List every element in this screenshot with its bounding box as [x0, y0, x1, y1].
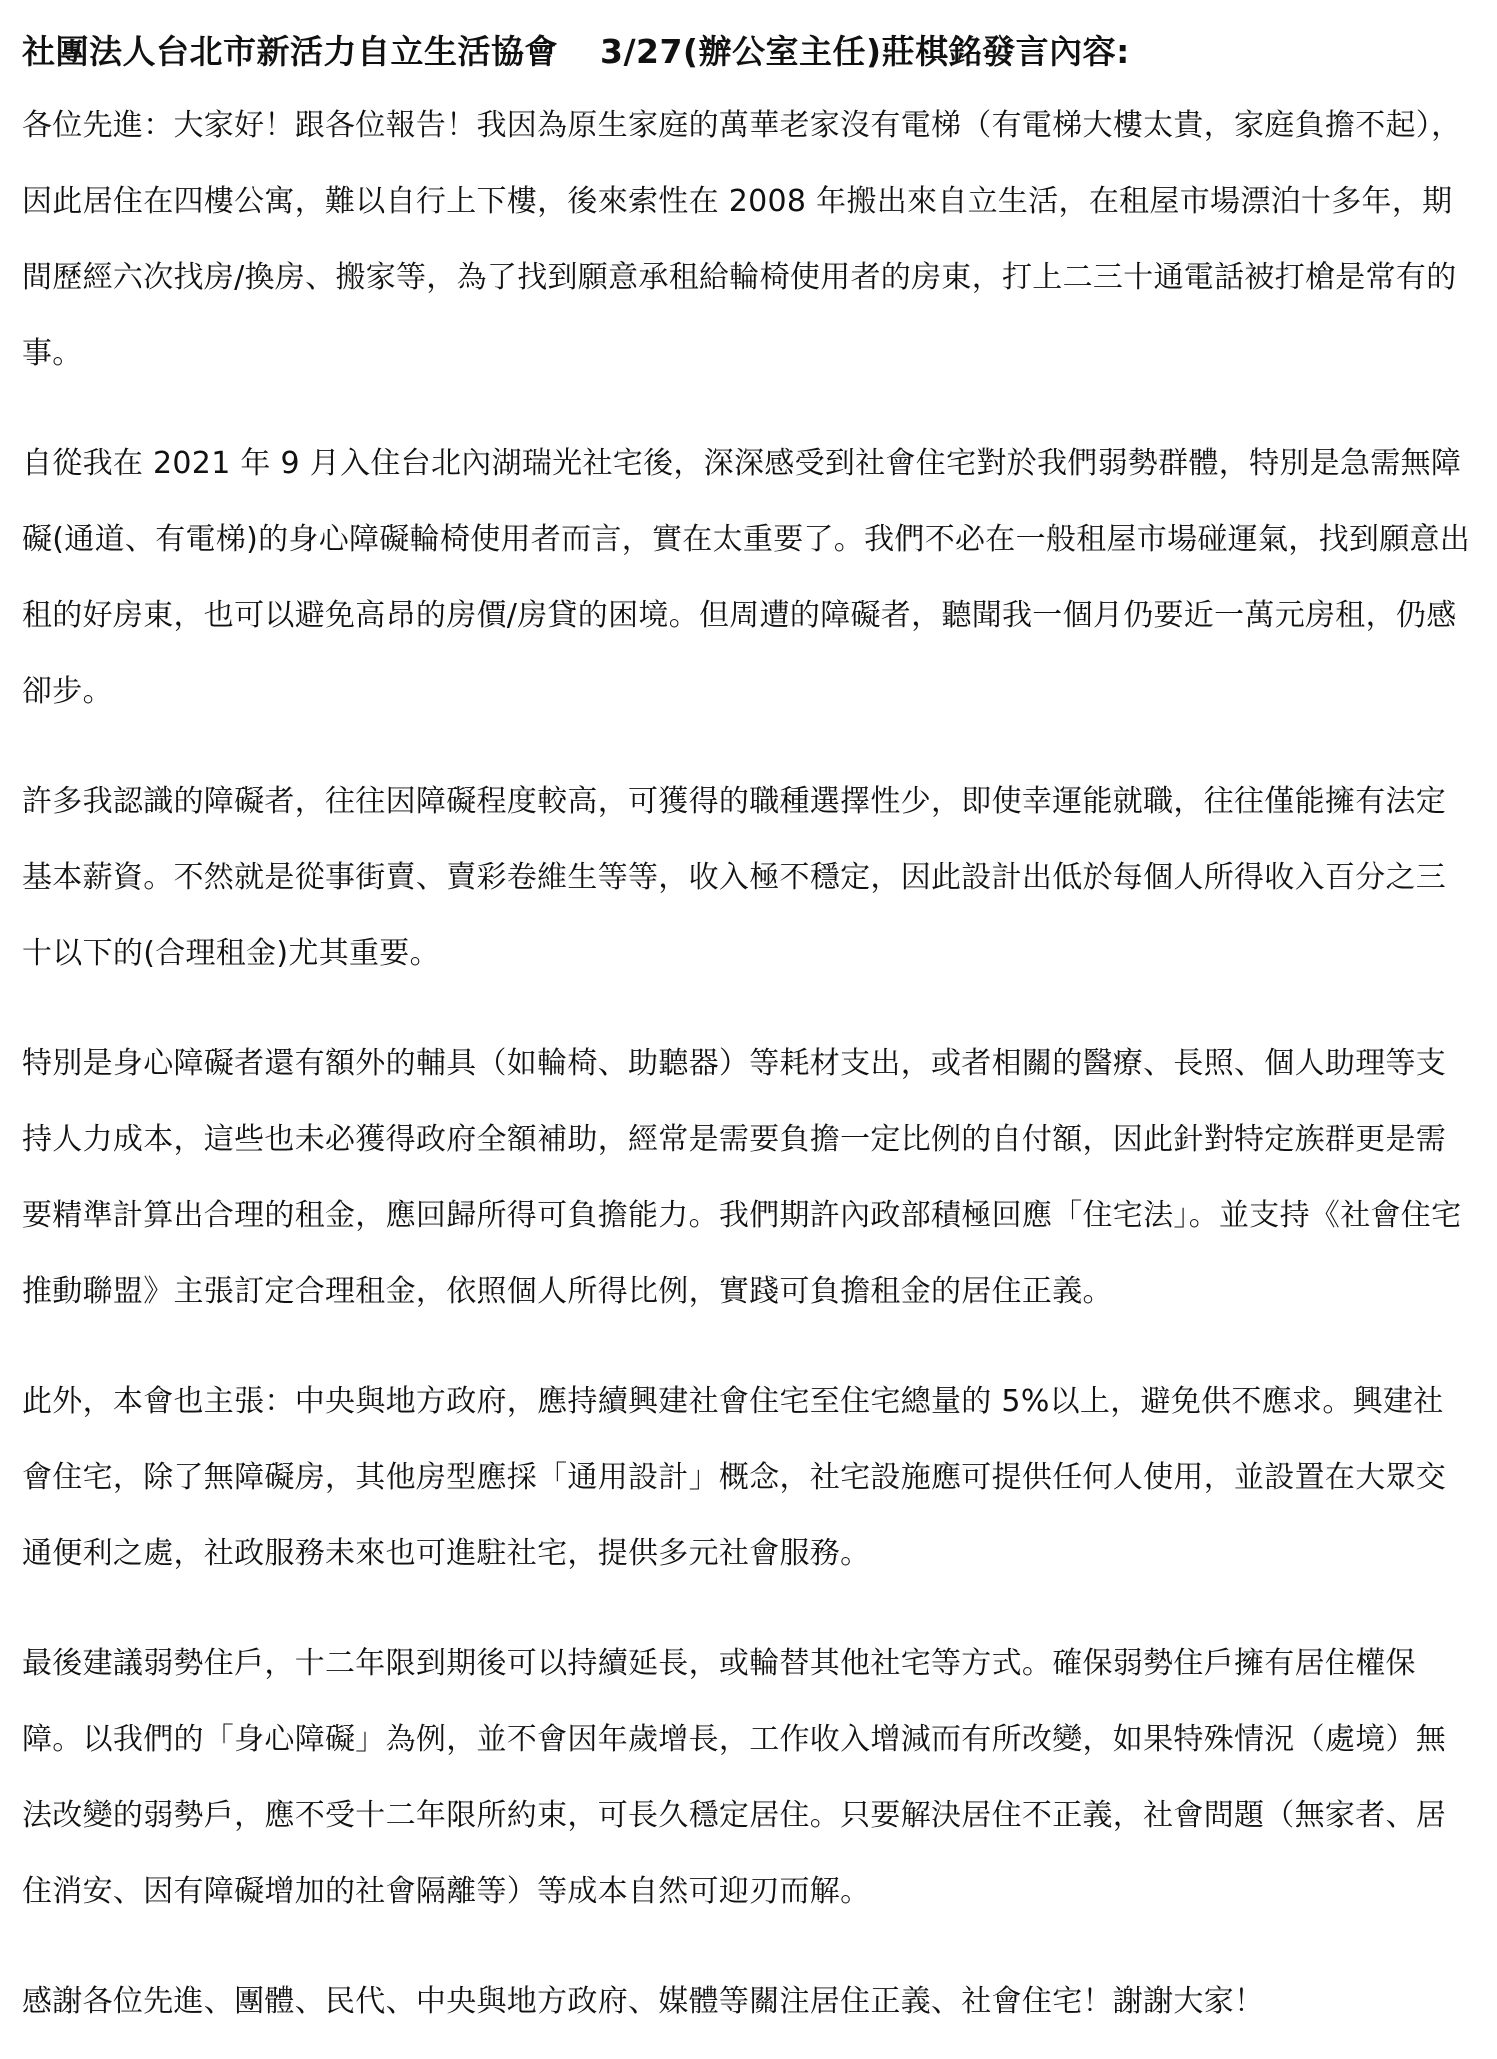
paragraph-introduction: 各位先進：大家好！跟各位報告！我因為原生家庭的萬華老家沒有電梯（有電梯大樓太貴，家庭負擔不起），因此居住在四樓公寓，難以自行上下樓，後來索性在 2008 年搬出來自立生活，在租屋市場漂泊十多年，期間歷經六次找房/換房、搬家等，為了找到願意承租給輪椅使用者的房東，打上二三十通電話被打槍是常有的事。: [22, 108, 1462, 371]
paragraph-policy-proposals: 此外，本會也主張：中央與地方政府，應持續興建社會住宅至住宅總量的 5%以上，避免供不應求。興建社會住宅，除了無障礙房，其他房型應採「通用設計」概念，社宅設施應可提供任何人使用，並設置在大眾交通便利之處，社政服務未來也可進駐社宅，提供多元社會服務。: [22, 1384, 1447, 1571]
paragraph-additional-costs: 特別是身心障礙者還有額外的輔具（如輪椅、助聽器）等耗材支出，或者相關的醫療、長照、個人助理等支持人力成本，這些也未必獲得政府全額補助，經常是需要負擔一定比例的自付額，因此針對特定族群更是需要精準計算出合理的租金，應回歸所得可負擔能力。我們期許內政部積極回應「住宅法」。並支持《社會住宅推動聯盟》主張訂定合理租金，依照個人所得比例，實踐可負擔租金的居住正義。: [22, 1046, 1462, 1309]
paragraph-social-housing-experience: 自從我在 2021 年 9 月入住台北內湖瑞光社宅後，深深感受到社會住宅對於我們弱勢群體，特別是急需無障礙(通道、有電梯)的身心障礙輪椅使用者而言，實在太重要了。我們不必在一般租屋市場碰運氣，找到願意出租的好房東，也可以避免高昂的房價/房貸的困境。但周遭的障礙者，聽聞我一個月仍要近一萬元房租，仍感卻步。: [22, 446, 1471, 709]
paragraph-lease-extension: 最後建議弱勢住戶，十二年限到期後可以持續延長，或輪替其他社宅等方式。確保弱勢住戶擁有居住權保障。以我們的「身心障礙」為例，並不會因年歲增長，工作收入增減而有所改變，如果特殊情況（處境）無法改變的弱勢戶，應不受十二年限所約束，可長久穩定居住。只要解決居住不正義，社會問題（無家者、居住消安、因有障礙增加的社會隔離等）等成本自然可迎刃而解。: [22, 1646, 1447, 1909]
title-speech-info: 3/27(辦公室主任)莊棋銘發言內容:: [600, 32, 1130, 71]
paragraph-income-reasonable-rent: 許多我認識的障礙者，往往因障礙程度較高，可獲得的職種選擇性少，即使幸運能就職，往往僅能擁有法定基本薪資。不然就是從事街賣、賣彩卷維生等等，收入極不穩定，因此設計出低於每個人所得收入百分之三十以下的(合理租金)尤其重要。: [22, 784, 1447, 971]
document-title: [22, 26, 1471, 78]
paragraph-thanks: 感謝各位先進、團體、民代、中央與地方政府、媒體等關注居住正義、社會住宅！謝謝大家！: [22, 1984, 1265, 2019]
title-organization: 社團法人台北市新活力自立生活協會: [22, 32, 558, 71]
